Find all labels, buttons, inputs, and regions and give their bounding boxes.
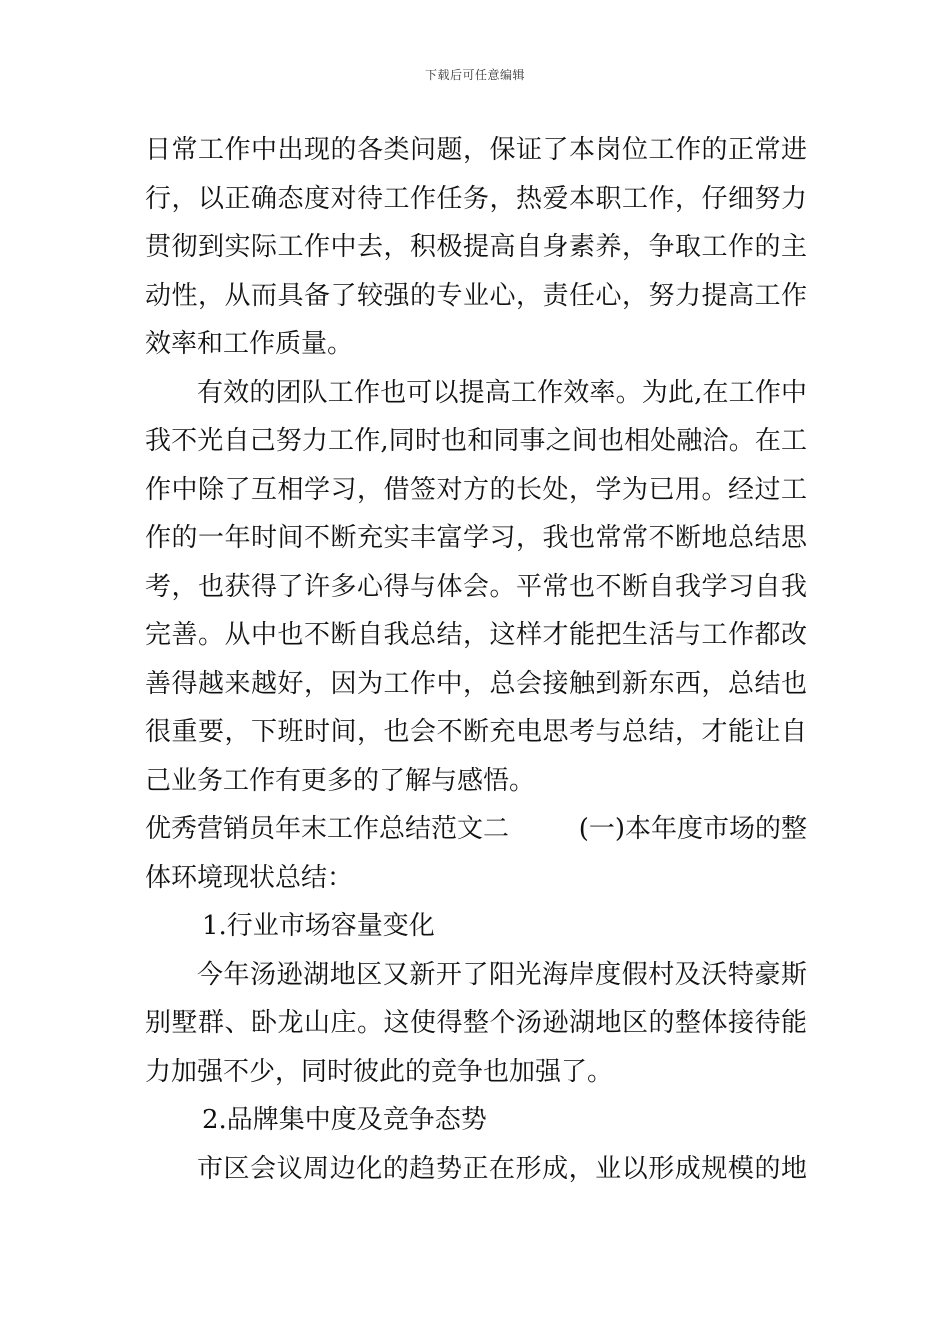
text-line: 我不光自己努力工作,同时也和同事之间也相处融洽。在工 bbox=[145, 426, 807, 456]
text-line: 日常工作中出现的各类问题，保证了本岗位工作的正常进 bbox=[145, 135, 807, 165]
text-line: 动性，从而具备了较强的专业心，责任心，努力提高工作 bbox=[145, 280, 807, 311]
text-line: 效率和工作质量。 bbox=[145, 329, 354, 359]
text-line: 己业务工作有更多的了解与感悟。 bbox=[145, 765, 536, 796]
subheading bbox=[145, 1096, 807, 1145]
text-line: 贯彻到实际工作中去，积极提高自身素养，争取工作的主 bbox=[145, 232, 807, 262]
section-title-line bbox=[145, 805, 807, 854]
text-line: 有效的团队工作也可以提高工作效率。为此,在工作中 bbox=[197, 377, 807, 408]
text-line: 市区会议周边化的趋势正在形成，业以形成规模的地 bbox=[197, 1153, 807, 1184]
text-line: 善得越来越好，因为工作中，总会接触到新东西，总结也 bbox=[145, 668, 807, 699]
text-line: 行，以正确态度对待工作任务，热爱本职工作，仔细努力 bbox=[145, 183, 807, 214]
text-line: 今年汤逊湖地区又新开了阳光海岸度假村及沃特豪斯 bbox=[197, 959, 807, 990]
section-subtitle: (一)本年度市场的整 bbox=[578, 814, 807, 844]
text-line: 考，也获得了许多心得与体会。平常也不断自我学习自我 bbox=[145, 571, 807, 602]
text-line: 作中除了互相学习，借签对方的长处，学为已用。经过工 bbox=[145, 474, 807, 505]
subheading-text: 2.品牌集中度及竞争态势 bbox=[202, 1105, 487, 1135]
text-line: 作的一年时间不断充实丰富学习，我也常常不断地总结思 bbox=[145, 523, 807, 553]
text-line: 体环境现状总结： bbox=[145, 862, 354, 893]
paragraph bbox=[145, 126, 807, 369]
section-title: 优秀营销员年末工作总结范文二 bbox=[145, 814, 510, 844]
subheading-text: 1.行业市场容量变化 bbox=[202, 911, 435, 941]
text-line: 完善。从中也不断自我总结，这样才能把生活与工作都改 bbox=[145, 620, 807, 650]
text-line: 别墅群、卧龙山庄。这使得整个汤逊湖地区的整体接待能 bbox=[145, 1008, 807, 1038]
text-line: 很重要，下班时间，也会不断充电思考与总结，才能让自 bbox=[145, 717, 807, 747]
page-header: 下载后可任意编辑 bbox=[424, 68, 525, 82]
paragraph bbox=[145, 369, 807, 806]
subheading bbox=[145, 902, 807, 951]
section-block bbox=[145, 805, 807, 902]
text-line: 力加强不少，同时彼此的竞争也加强了。 bbox=[145, 1056, 614, 1087]
paragraph bbox=[145, 1145, 807, 1194]
document-body bbox=[145, 126, 807, 1193]
paragraph bbox=[145, 951, 807, 1097]
